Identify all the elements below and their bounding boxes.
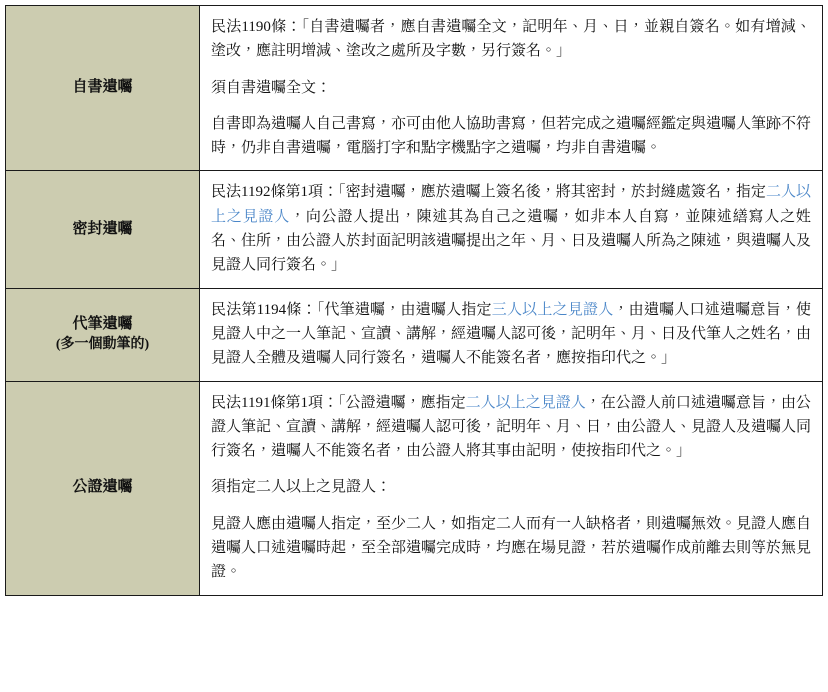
- text-segment: ，向公證人提出，陳述其為自己之遺囑，如非本人自寫，並陳述繕寫人之姓名、住所，由公證人於封面記明該遺囑提出之年、月、日及遺囑人所為之陳述，與遺囑人及見證人同行簽名。」: [211, 208, 812, 274]
- description-paragraph: [211, 180, 811, 277]
- will-type-description-cell: [200, 171, 823, 288]
- description-paragraph: [211, 112, 811, 161]
- will-type-label-note: (多一個動筆的): [55, 337, 150, 353]
- will-type-description-cell: [200, 381, 823, 595]
- will-type-label: 公證遺囑: [72, 479, 133, 496]
- will-type-description-cell: [200, 288, 823, 381]
- table-row: [6, 6, 823, 171]
- highlighted-text: 二人以上之見證人: [465, 394, 586, 411]
- text-segment: ，由遺囑人口述遺囑意旨，使見證人中之一人筆記、宣讀、講解，經遺囑人認可後，記明年、月、日及代筆人之姓名，由見證人全體及遺囑人同行簽名，遺囑人不能簽名者，應按指印代之。」: [211, 301, 812, 367]
- will-type-label-cell: [6, 288, 200, 381]
- will-type-label: 密封遺囑: [72, 220, 133, 237]
- will-type-label-cell: [6, 6, 200, 171]
- text-segment: 民法1190條：「自書遺囑者，應自書遺囑全文，記明年、月、日，並親自簽名。如有增減、塗改，應註明增減、塗改之處所及字數，另行簽名。」: [211, 19, 811, 60]
- highlighted-text: 三人以上之見證人: [491, 301, 614, 318]
- description-paragraph: [211, 76, 811, 100]
- will-type-label-cell: [6, 381, 200, 595]
- text-segment: 見證人應由遺囑人指定，至少二人，如指定二人而有一人缺格者，則遺囑無效。見證人應自遺囑人口述遺囑時起，至全部遺囑完成時，均應在場見證，若於遺囑作成前離去則等於無見證。: [211, 515, 812, 581]
- will-type-label-cell: [6, 171, 200, 288]
- text-segment: 民法第1194條：「代筆遺囑，由遺囑人指定: [211, 301, 492, 318]
- will-type-label: 代筆遺囑: [72, 315, 133, 332]
- will-type-label: 自書遺囑: [72, 79, 133, 96]
- description-paragraph: [211, 391, 811, 464]
- will-type-description-cell: [200, 6, 823, 171]
- text-segment: 民法1191條第1項：「公證遺囑，應指定: [211, 394, 466, 411]
- text-segment: 須指定二人以上之見證人：: [211, 479, 392, 496]
- description-paragraph: [211, 512, 811, 585]
- table-row: [6, 171, 823, 288]
- text-segment: 須自書遺囑全文：: [211, 79, 332, 96]
- table-row: [6, 288, 823, 381]
- description-paragraph: [211, 475, 811, 499]
- table-body: [6, 6, 823, 596]
- will-types-table: [5, 5, 823, 596]
- description-paragraph: [211, 298, 811, 371]
- text-segment: ，在公證人前口述遺囑意旨，由公證人筆記、宣讀、講解，經遺囑人認可後，記明年、月、日，由公證人、見證人及遺囑人同行簽名，遺囑人不能簽名者，由公證人將其事由記明，使按指印代之。」: [211, 394, 812, 460]
- description-paragraph: [211, 15, 811, 64]
- text-segment: 自書即為遺囑人自己書寫，亦可由他人協助書寫，但若完成之遺囑經鑑定與遺囑人筆跡不符時，仍非自書遺囑，電腦打字和點字機點字之遺囑，均非自書遺囑。: [211, 115, 812, 157]
- text-segment: 民法1192條第1項：「密封遺囑，應於遺囑上簽名後，將其密封，於封縫處簽名，指定: [211, 184, 766, 201]
- table-row: [6, 381, 823, 595]
- highlighted-text: 二人以上之見證人: [211, 184, 811, 225]
